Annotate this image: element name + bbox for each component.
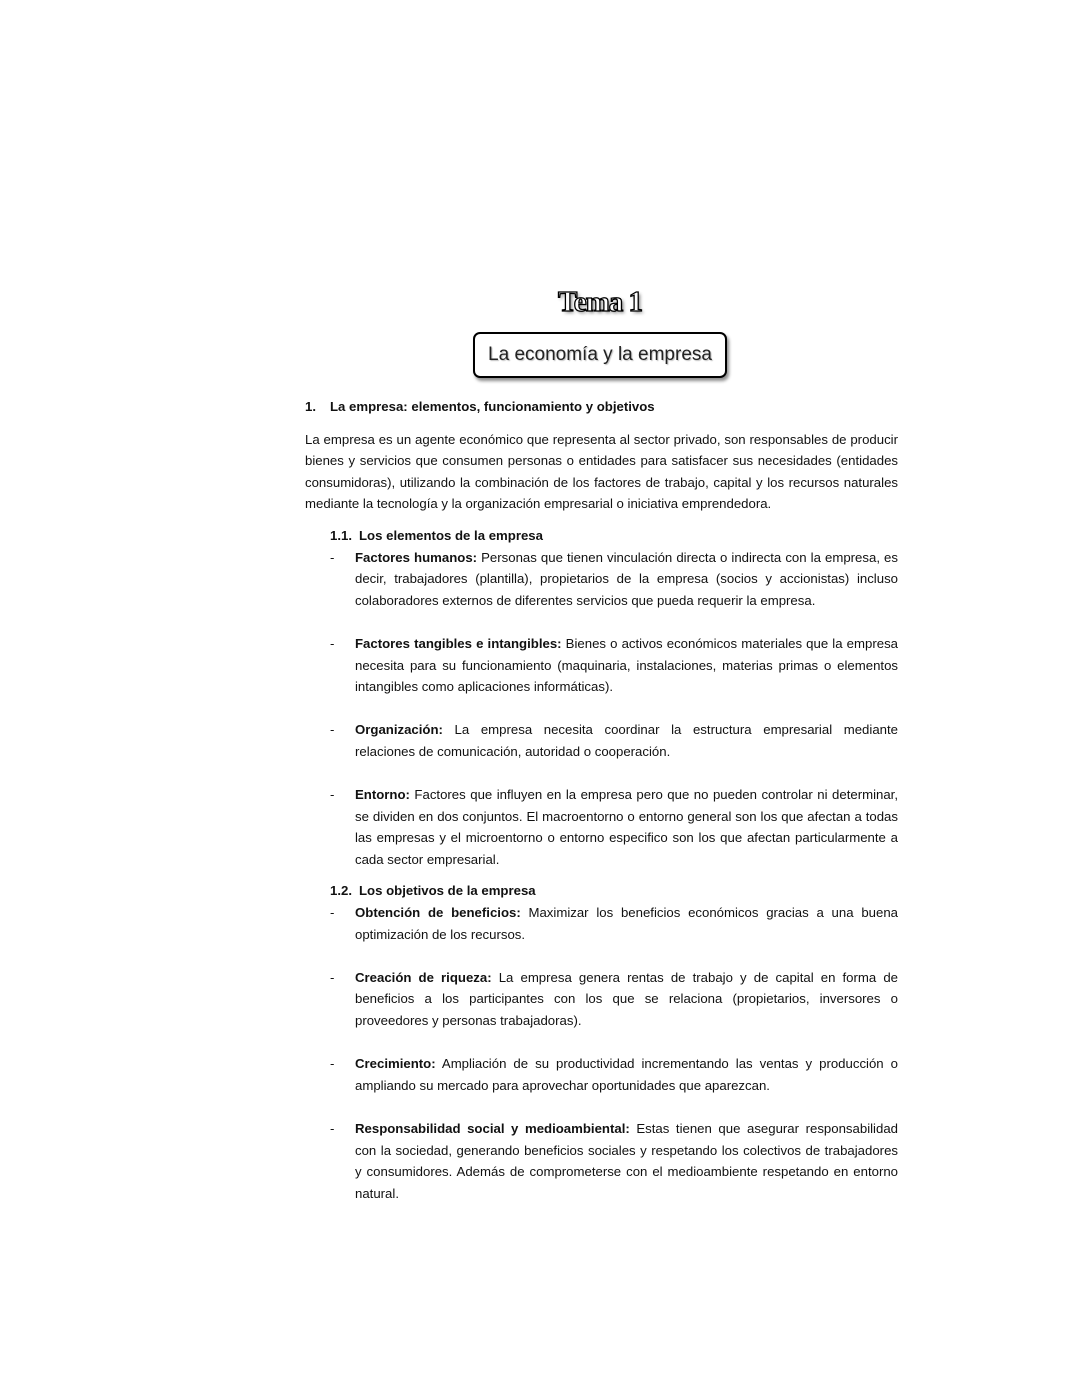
list-item (305, 784, 898, 870)
bullet-dash: - (330, 635, 335, 651)
list-item (305, 547, 898, 612)
list-item-text (355, 902, 898, 945)
bullet-dash: - (330, 722, 335, 738)
list-item-term: Responsabilidad social y medioambiental: (355, 1121, 630, 1136)
list-item-term: Creación de riqueza: (355, 969, 492, 985)
list-item-text (355, 967, 898, 1032)
intro-paragraph: La empresa es un agente económico que representa al sector privado, son responsables de producir bienes y servicios que consumen personas o entidades para satisfacer sus necesidades (entidades consumidoras), utilizando la combinación de los factores de trabajo, capital y los recursos naturales mediante la tecnología y la organización empresarial o iniciativa emprendedora. (305, 431, 898, 512)
chapter-subtitle-box (473, 332, 727, 378)
list-item (305, 1118, 898, 1204)
list-item-text (355, 547, 898, 612)
list-item (305, 633, 898, 698)
list-item-term: Crecimiento: (355, 1056, 436, 1072)
document-body (305, 396, 898, 1214)
list-item (305, 1053, 898, 1096)
list-item-description: Ampliación de su productividad incrementando las ventas y producción o ampliando su mercado para aprovechar oportunidades que aparezcan. (355, 1056, 898, 1093)
bullet-dash: - (330, 1056, 335, 1072)
elementos-list (305, 547, 898, 871)
list-item (305, 719, 898, 762)
subsection-number: 1.1. (330, 527, 352, 543)
list-item-description: Bienes o activos económicos materiales que la empresa necesita para su funcionamiento (maquinaria, instalaciones, materias primas o elementos intangibles como aplicaciones informáticas). (355, 635, 898, 695)
chapter-subtitle: La economía y la empresa (488, 344, 712, 365)
chapter-title: Tema 1 (558, 286, 642, 318)
subsection-title: Los elementos de la empresa (359, 527, 543, 543)
list-item-text (355, 633, 898, 698)
bullet-dash: - (330, 1121, 335, 1136)
list-item-description: Estas tienen que asegurar responsabilidad con la sociedad, generando beneficios sociales y respetando los colectivos de trabajadores y consumidores. Además de comprometerse con el medioambiente respetando en entorno natural. (355, 1121, 898, 1201)
list-item-term: Obtención de beneficios: (355, 905, 521, 921)
list-item-description: Personas que tienen vinculación directa o indirecta con la empresa, es decir, trabajadores (plantilla), propietarios de la empresa (socios y accionistas) incluso colaboradores externos de diferentes servicios que pueda requerir la empresa. (355, 549, 898, 608)
objetivos-list (305, 902, 898, 1204)
bullet-dash: - (330, 969, 335, 985)
subsection-title: Los objetivos de la empresa (359, 883, 536, 899)
subsection-number: 1.2. (330, 883, 352, 899)
section-heading (305, 396, 898, 418)
list-item-text (355, 1053, 898, 1096)
list-item-description: Maximizar los beneficios económicos gracias a una buena optimización de los recursos. (355, 905, 898, 942)
subsection-heading-elementos (305, 525, 898, 547)
bullet-dash: - (330, 905, 335, 921)
list-item-term: Organización: (355, 722, 443, 738)
subsection-heading-objetivos (305, 880, 898, 902)
list-item-term: Factores tangibles e intangibles: (355, 635, 562, 651)
list-item (305, 902, 898, 945)
list-item-description: La empresa genera rentas de trabajo y de capital en forma de beneficios a los participantes con los que se relaciona (propietarios, inversores o proveedores y personas trabajadoras). (355, 969, 899, 1029)
list-item-text (355, 1118, 898, 1204)
bullet-dash: - (330, 549, 335, 565)
list-item-text (355, 719, 898, 762)
bullet-dash: - (330, 787, 335, 803)
list-item (305, 967, 898, 1032)
list-item-term: Entorno: (355, 787, 410, 803)
list-item-description: La empresa necesita coordinar la estructura empresarial mediante relaciones de comunicación, autoridad o cooperación. (355, 722, 898, 759)
list-item-description: Factores que influyen en la empresa pero que no pueden controlar ni determinar, se dividen en dos conjuntos. El macroentorno o entorno general son los que afectan a todas las empresas y el microentorno o entorno especifico son los que afectan particularmente a cada sector empresarial. (355, 787, 898, 867)
section-number: 1. (305, 399, 316, 414)
list-item-term: Factores humanos: (355, 549, 478, 565)
list-item-text (355, 784, 898, 870)
section-title: La empresa: elementos, funcionamiento y objetivos (330, 399, 655, 414)
